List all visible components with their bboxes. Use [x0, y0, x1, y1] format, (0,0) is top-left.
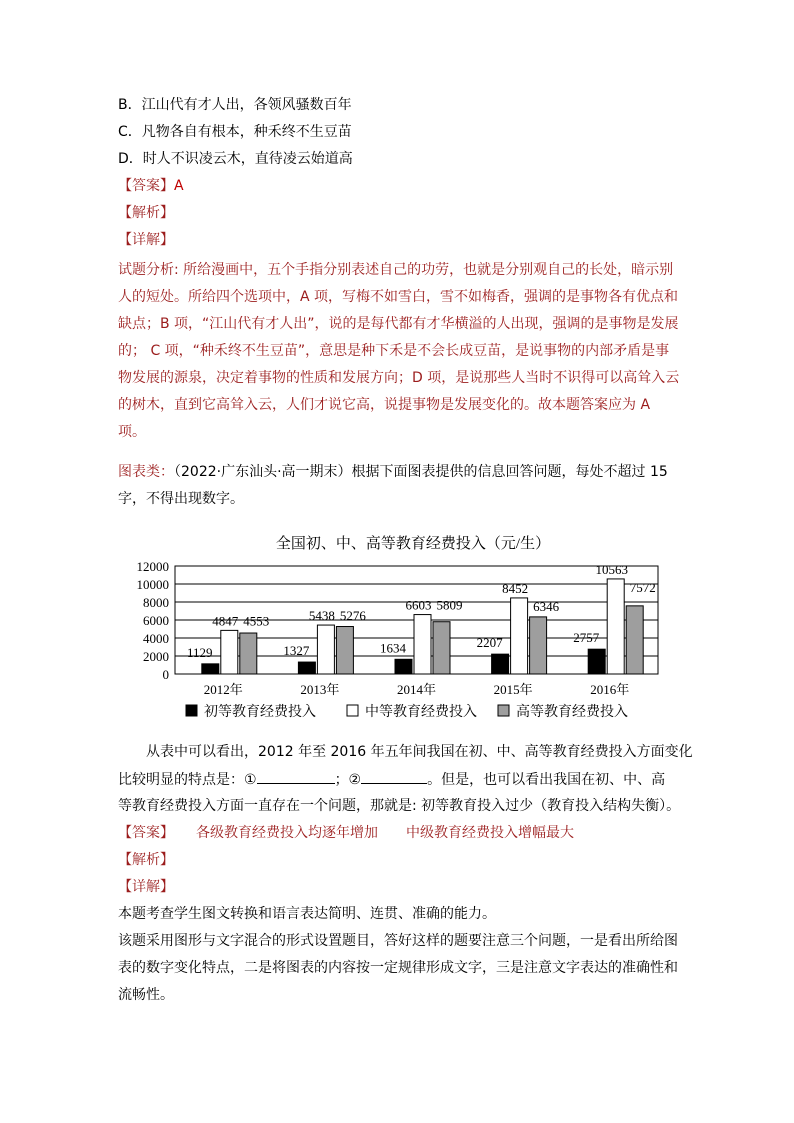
q2-detail-line: 表的数字变化特点，二是将图表的内容按一定规律形成文字，三是注意文字表达的准确性和 — [118, 960, 678, 976]
bar — [336, 627, 353, 674]
y-tick-label: 12000 — [136, 559, 169, 574]
x-tick-label: 2012年 — [203, 682, 243, 697]
y-tick-label: 0 — [162, 667, 169, 682]
body-prefix: 比较明显的特点是：① — [118, 772, 257, 788]
y-tick-label: 8000 — [143, 595, 169, 610]
bar — [607, 579, 624, 674]
q2-detail-label: 【详解】 — [118, 879, 174, 895]
q2-detail-line: 流畅性。 — [118, 987, 174, 1003]
answer-1: 各级教育经费投入均逐年增加 — [196, 825, 378, 841]
q2-stem-line2: 字，不得出现数字。 — [118, 491, 244, 507]
data-label: 2757 — [573, 630, 600, 646]
chart-title: 全国初、中、高等教育经费投入（元/生） — [275, 536, 551, 552]
q1-detail-line: 的树木，直到它高耸入云，人们才说它高，说提事物是发展变化的。故本题答案应为 A 项。 — [118, 397, 651, 440]
data-label: 1129 — [187, 644, 213, 660]
bar — [240, 633, 257, 674]
q1-detail-line: 试题分析: 所给漫画中，五个手指分别表述自己的功劳，也就是分别观自己的长处，暗示别 — [118, 262, 674, 278]
legend-swatch — [186, 705, 197, 716]
bar — [433, 622, 450, 674]
q1-detail-line: 的； C 项，“种禾终不生豆苗”，意思是种下禾是不会长成豆苗，是说事物的内部矛盾是事 — [118, 343, 670, 359]
bar-chart — [0, 528, 794, 728]
data-label: 8452 — [502, 580, 529, 596]
q2-answer-row — [118, 823, 574, 843]
bar — [626, 606, 643, 674]
answer-label: 【答案】 — [118, 825, 174, 841]
y-tick-label: 10000 — [136, 577, 169, 592]
data-label: 1634 — [380, 640, 406, 656]
x-tick-label: 2015年 — [493, 682, 533, 697]
data-label: 7572 — [629, 579, 656, 595]
legend-label: 中等教育经费投入 — [365, 705, 477, 720]
bar — [530, 617, 547, 674]
data-label: 6603 — [405, 597, 432, 613]
bar — [202, 664, 219, 674]
answer-blank-1[interactable] — [257, 769, 335, 784]
answer-value: A — [174, 178, 184, 194]
q1-detail-line: 物发展的源泉，决定着事物的性质和发展方向；D 项，是说那些人当时不识得可以高耸入云 — [118, 370, 680, 386]
q2-body-line2 — [118, 769, 665, 790]
bar — [395, 659, 412, 674]
answer-label: 【答案】 — [118, 178, 174, 194]
y-tick-label: 4000 — [143, 631, 169, 646]
bar — [511, 598, 528, 674]
q2-analysis-label: 【解析】 — [118, 852, 174, 868]
legend-label: 初等教育经费投入 — [204, 705, 316, 720]
answer-row — [118, 176, 184, 196]
q2-detail-line1: 本题考查学生图文转换和语言表达简明、连贯、准确的能力。 — [118, 906, 496, 922]
data-label: 4847 — [212, 613, 239, 629]
legend-swatch — [347, 705, 358, 716]
option-c: C．凡物各自有根本，种禾终不生豆苗 — [118, 124, 352, 140]
analysis-label: 【解析】 — [118, 205, 174, 221]
body-sep: ；② — [334, 772, 362, 788]
data-label: 10563 — [595, 561, 628, 577]
bar — [414, 615, 431, 674]
bar — [317, 625, 334, 674]
q2-body-line1: 从表中可以看出，2012 年至 2016 年五年间我国在初、中、高等教育经费投入方面变化 — [146, 744, 693, 760]
x-tick-label: 2016年 — [590, 682, 630, 697]
bar — [588, 649, 605, 674]
q2-detail-line: 该题采用图形与文字混合的形式设置题目，答好这样的题要注意三个问题，一是看出所给图 — [118, 933, 678, 949]
q1-detail-text — [118, 257, 680, 446]
category-label: 图表类： — [118, 464, 174, 480]
data-label: 5276 — [339, 608, 366, 624]
option-b: B．江山代有才人出，各领风骚数百年 — [118, 97, 352, 113]
data-label: 5438 — [308, 608, 335, 624]
bar — [492, 654, 509, 674]
stem-text: （2022·广东汕头·高一期末）根据下面图表提供的信息回答问题，每处不超过 15 — [174, 464, 668, 480]
q1-detail-line: 缺点；B 项，“江山代有才人出”，说的是每代都有才华横溢的人出现，强调的是事物是发展 — [118, 316, 679, 332]
data-label: 2207 — [476, 635, 503, 651]
bar — [221, 630, 238, 674]
x-tick-label: 2013年 — [300, 682, 340, 697]
body-suffix: 。但是，也可以看出我国在初、中、高 — [427, 772, 666, 788]
option-d: D．时人不识凌云木，直待凌云始道高 — [118, 151, 353, 167]
q2-body-line3: 等教育经费投入方面一直存在一个问题，那就是: 初等教育投入过少（教育投入结构失衡）。 — [118, 798, 681, 814]
bar — [298, 662, 315, 674]
q1-detail-line: 人的短处。所给四个选项中，A 项，写梅不如雪白，雪不如梅香，强调的是事物各有优点和 — [118, 289, 679, 305]
answer-blank-2[interactable] — [361, 769, 427, 784]
data-label: 6346 — [533, 598, 560, 614]
q2-stem-line1 — [118, 462, 668, 482]
data-label: 1327 — [283, 643, 310, 659]
detail-label: 【详解】 — [118, 232, 174, 248]
legend-label: 高等教育经费投入 — [516, 705, 628, 720]
y-tick-label: 6000 — [143, 613, 169, 628]
q2-detail-text — [118, 928, 680, 1009]
x-tick-label: 2014年 — [396, 682, 437, 697]
data-label: 5809 — [436, 597, 463, 613]
y-tick-label: 2000 — [143, 649, 169, 664]
legend-swatch — [498, 705, 509, 716]
data-label: 4553 — [243, 613, 270, 629]
answer-2: 中级教育经费投入增幅最大 — [406, 825, 574, 841]
